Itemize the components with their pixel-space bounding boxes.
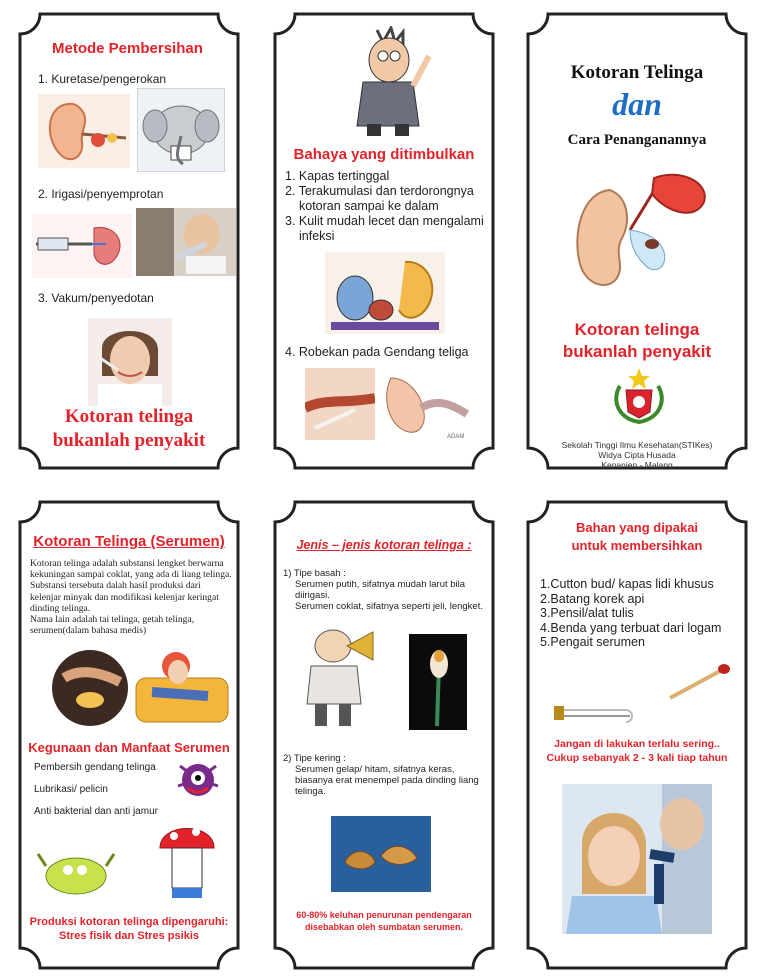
method-3-label: 3. Vakum/penyedotan: [38, 291, 154, 305]
ear-curette-illustration: [38, 94, 130, 168]
man-ear-trumpet-cartoon: [299, 624, 379, 728]
child-sofa-cartoon: [132, 642, 232, 730]
dry-type-line: biasanya erat menempel pada dinding liang: [295, 775, 479, 786]
irrigation-photo: [136, 208, 236, 276]
footer-line-1: Produksi kotoran telinga dipengaruhi:: [29, 916, 229, 928]
institution-logo: [610, 366, 668, 426]
wet-earwax-photo: [409, 634, 467, 730]
woman-cotton-bud-photo: [88, 318, 172, 406]
material-item: 1.Cutton bud/ kapas lidi khusus: [540, 577, 714, 591]
panel-bahan: [526, 500, 748, 970]
ear-canal-illustration: [305, 368, 375, 440]
danger-list: [285, 169, 484, 244]
confused-man-cartoon: [333, 26, 437, 138]
germ-monster-red: [174, 756, 222, 804]
dry-type-line: telinga.: [295, 786, 326, 797]
wet-type-line: Serumen coklat, sifatnya seperti jeli, lengket.: [295, 601, 483, 612]
institution-line-3: Kepanjen - Malang: [601, 460, 673, 470]
wet-type-line: 1) Tipe basah :: [283, 568, 346, 579]
panel-title: Metode Pembersihan: [52, 40, 203, 57]
ear-creatures-cartoon: [325, 252, 445, 334]
cover-title-dan: dan: [612, 86, 662, 122]
dry-type-text: [283, 753, 479, 797]
svg-text:ADAM: ADAM: [447, 434, 465, 440]
desc-line: serumen(dalam bahasa medis): [30, 625, 147, 637]
footer-line-2: disebabkan oleh sumbatan serumen.: [304, 922, 464, 932]
use-item: Pembersih gendang telinga: [34, 762, 156, 773]
dry-earwax-photo: [331, 816, 431, 892]
warning-line-1: Jangan di lakukan terlalu sering..: [554, 738, 720, 750]
wet-type-text: [283, 568, 483, 612]
panel-title: Jenis – jenis kotoran telinga :: [296, 538, 472, 552]
material-item: 5.Pengait serumen: [540, 635, 645, 649]
irrigation-diagram: [32, 214, 132, 278]
institution-line-2: Widya Cipta Husada: [598, 450, 676, 460]
footer-line-2: bukanlah penyakit: [52, 430, 206, 451]
panel-bahaya: [273, 12, 495, 470]
matchstick-photo: [664, 660, 732, 704]
desc-line: Substansi tersebuta dalah hasil produksi dari: [30, 580, 201, 592]
cover-subtitle: Cara Penanganannya: [567, 132, 707, 148]
panel-serumen: [18, 500, 240, 970]
footer-line-1: 60-80% keluhan penurunan pendengaran: [296, 910, 472, 920]
cover-tagline-2: bukanlah penyakit: [562, 342, 712, 361]
panel-title: Bahaya yang ditimbulkan: [293, 146, 475, 163]
cover-tagline-1: Kotoran telinga: [574, 320, 700, 339]
material-item: 3.Pensil/alat tulis: [540, 606, 634, 620]
method-2-label: 2. Irigasi/penyemprotan: [38, 187, 164, 201]
danger-item: kotoran sampai ke dalam: [299, 199, 439, 213]
material-list: [540, 577, 721, 650]
cover-title: Kotoran Telinga: [570, 62, 704, 83]
wet-type-line: diirigasi.: [295, 590, 330, 601]
dry-type-line: 2) Tipe kering :: [283, 753, 346, 764]
desc-line: Nama lain adalah tai telinga, getah telinga,: [30, 614, 195, 626]
warning-line-2: Cukup sebanyak 2 - 3 kali tiap tahun: [546, 752, 728, 764]
dry-type-line: Serumen gelap/ hitam, sifatnya keras,: [295, 764, 455, 775]
panel-title: Kotoran Telinga (Serumen): [33, 533, 225, 550]
footer-line-2: Stres fisik dan Stres psikis: [58, 930, 199, 942]
panel-metode: [18, 12, 240, 470]
danger-item: 1. Kapas tertinggal: [285, 169, 390, 183]
desc-line: Kotoran telinga adalah substansi lengket berwarna: [30, 558, 224, 569]
desc-line: dinding telinga.: [30, 602, 91, 614]
ear-syringe-illustration: [564, 168, 714, 300]
germ-monster-mushroom: [156, 818, 218, 902]
institution-line-1: Sekolah Tinggi Ilmu Kesehatan(STIKes): [561, 440, 713, 450]
danger-item: 3. Kulit mudah lecet dan mengalami: [285, 214, 484, 228]
safety-pin-photo: [552, 698, 638, 728]
panel-jenis: [273, 500, 495, 970]
panel-title-2: untuk membersihkan: [571, 538, 703, 553]
wet-type-line: Serumen putih, sifatnya mudah larut bila: [295, 579, 466, 590]
ear-anatomy-circle: [50, 648, 130, 728]
danger-item-4: 4. Robekan pada Gendang teliga: [285, 345, 469, 359]
panel-cover: [526, 12, 748, 470]
eardrum-anatomy: [381, 368, 473, 440]
use-item: Lubrikasi/ pelicin: [34, 784, 108, 795]
material-item: 4.Benda yang terbuat dari logam: [540, 620, 722, 635]
danger-item: infeksi: [299, 229, 335, 243]
desc-line: kelenjar minyak dan modifikasi kelenjar keringat: [30, 591, 219, 603]
desc-line: kekuningan sampai coklat, yang ada di liang telinga.: [30, 569, 232, 581]
danger-item: 2. Terakumulasi dan terdorongnya: [285, 184, 474, 198]
uses-title: Kegunaan dan Manfaat Serumen: [28, 740, 230, 755]
method-1-label: 1. Kuretase/pengerokan: [38, 72, 167, 86]
material-item: 2.Batang korek api: [540, 591, 645, 606]
footer-line-1: Kotoran telinga: [64, 406, 194, 427]
germ-monster-green: [36, 846, 116, 900]
use-item: Anti bakterial dan anti jamur: [34, 806, 158, 817]
doctor-child-otoscope-photo: [562, 784, 712, 934]
elephant-cartoon: [137, 88, 225, 172]
institution-name: [526, 440, 748, 470]
serumen-description: [30, 558, 240, 636]
panel-title-1: Bahan yang dipakai: [575, 520, 699, 535]
